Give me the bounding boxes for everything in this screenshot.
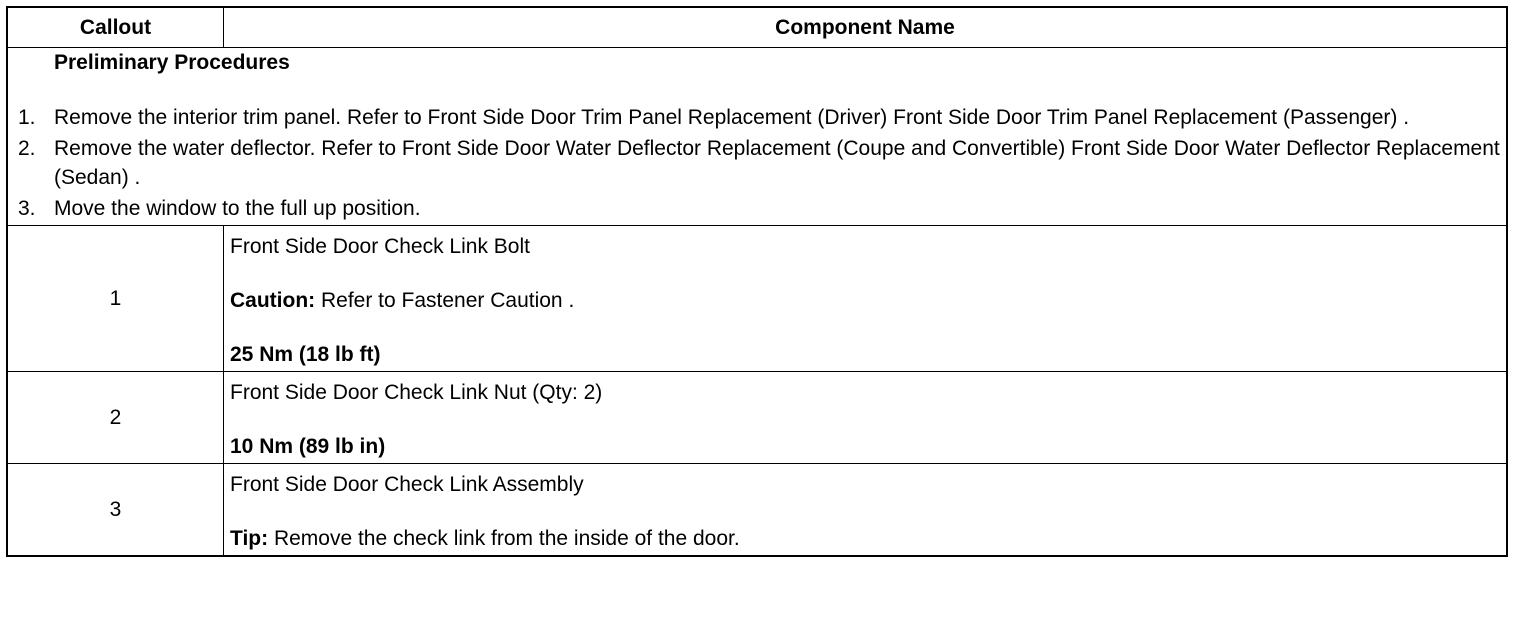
tip-text: Remove the check link from the inside of the door. xyxy=(268,527,740,550)
preliminary-steps-list xyxy=(8,103,1506,223)
tip-label: Tip: xyxy=(230,527,269,550)
preliminary-step xyxy=(8,194,1506,223)
callout-cell: 1 xyxy=(7,226,224,372)
preliminary-step xyxy=(8,134,1506,192)
tip-note xyxy=(230,524,1500,553)
table-row xyxy=(7,464,1507,557)
component-name-header: Component Name xyxy=(224,7,1508,48)
step-number: 1. xyxy=(18,106,36,129)
component-name: Front Side Door Check Link Bolt xyxy=(230,235,530,258)
caution-text: Refer to Fastener Caution . xyxy=(315,289,575,312)
component-table xyxy=(6,6,1508,557)
preliminary-step xyxy=(8,103,1506,132)
torque-spec: 10 Nm (89 lb in) xyxy=(230,435,386,458)
callout-cell: 3 xyxy=(7,464,224,557)
step-number: 2. xyxy=(18,137,36,160)
callout-cell: 2 xyxy=(7,372,224,464)
step-text: Move the window to the full up position. xyxy=(54,197,421,220)
component-cell xyxy=(224,226,1508,372)
header-row xyxy=(7,7,1507,48)
table-row xyxy=(7,226,1507,372)
component-cell xyxy=(224,464,1508,557)
table-row xyxy=(7,372,1507,464)
callout-header: Callout xyxy=(7,7,224,48)
component-name: Front Side Door Check Link Assembly xyxy=(230,473,584,496)
preliminary-row xyxy=(7,48,1507,226)
torque-spec: 25 Nm (18 lb ft) xyxy=(230,343,381,366)
component-cell xyxy=(224,372,1508,464)
preliminary-heading: Preliminary Procedures xyxy=(54,51,290,74)
preliminary-procedures-cell xyxy=(7,48,1507,226)
caution-note xyxy=(230,286,1500,315)
step-number: 3. xyxy=(18,197,36,220)
step-text: Remove the interior trim panel. Refer to Front Side Door Trim Panel Replacement (Driver) Front Side Door Trim Panel Replacement (Passenger) . xyxy=(54,106,1410,129)
caution-label: Caution: xyxy=(230,289,316,312)
step-text: Remove the water deflector. Refer to Front Side Door Water Deflector Replacement (Coupe and Convertible) Front Side Door Water Deflector Replacement (Sedan) . xyxy=(54,137,1500,189)
component-name: Front Side Door Check Link Nut (Qty: 2) xyxy=(230,381,603,404)
